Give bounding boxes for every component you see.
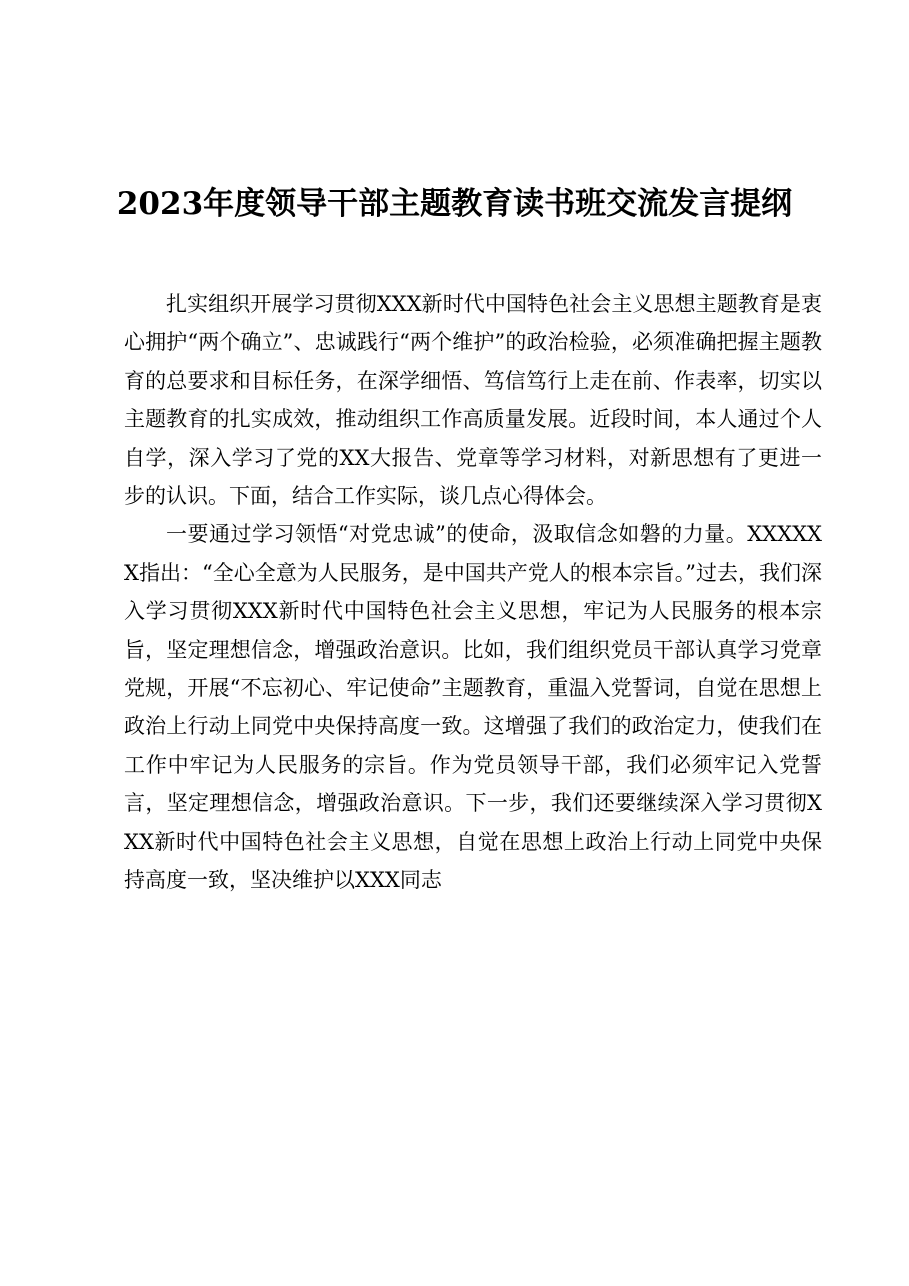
- document-title: 2023年度领导干部主题教育读书班交流发言提纲: [116, 186, 793, 222]
- document-body: [124, 285, 822, 900]
- paragraph-intro: 扎实组织开展学习贯彻XXX新时代中国特色社会主义思想主题教育是衷心拥护“两个确立”、忠诚践行“两个维护”的政治检验，必须准确把握主题教育的总要求和目标任务，在深学细悟、笃信笃行上走在前、作表率，切实以主题教育的扎实成效，推动组织工作高质量发展。近段时间，本人通过个人自学，深入学习了党的XX大报告、党章等学习材料，对新思想有了更进一步的认识。下面，结合工作实际，谈几点心得体会。: [124, 292, 822, 509]
- paragraph-point-one: 一要通过学习领悟“对党忠诚”的使命，汲取信念如磐的力量。XXXXXX指出：“全心全意为人民服务，是中国共产党人的根本宗旨。”过去，我们深入学习贯彻XXX新时代中国特色社会主义思想，牢记为人民服务的根本宗旨，坚定理想信念，增强政治意识。比如，我们组织党员干部认真学习党章党规，开展“不忘初心、牢记使命”主题教育，重温入党誓词，自觉在思想上政治上行动上同党中央保持高度一致。这增强了我们的政治定力，使我们在工作中牢记为人民服务的宗旨。作为党员领导干部，我们必须牢记入党誓言，坚定理想信念，增强政治意识。下一步，我们还要继续深入学习贯彻XXX新时代中国特色社会主义思想，自觉在思想上政治上行动上同党中央保持高度一致，坚决维护以XXX同志: [124, 522, 822, 893]
